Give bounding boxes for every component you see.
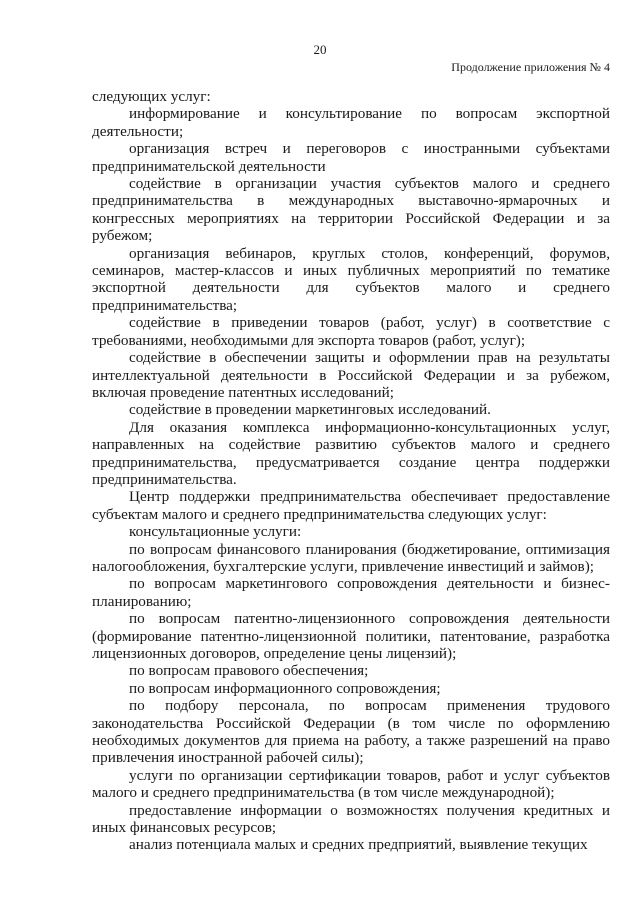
paragraph-7: содействие в обеспечении защиты и оформлении прав на результаты интеллектуальной деятельности в Российской Федерации и за рубежом, включая проведение патентных исследований;	[92, 349, 610, 401]
paragraph-18: услуги по организации сертификации товаров, работ и услуг субъектов малого и среднего предпринимательства (в том числе международной);	[92, 766, 610, 802]
paragraph-13: по вопросам маркетингового сопровождения деятельности и бизнес-планированию;	[92, 575, 610, 610]
appendix-continuation-note: Продолжение приложения № 4	[451, 60, 610, 74]
paragraph-6: содействие в приведении товаров (работ, услуг) в соответствие с требованиями, необходимыми для экспорта товаров (работ, услуг);	[92, 314, 610, 349]
paragraph-10: Центр поддержки предпринимательства обеспечивает предоставление субъектам малого и среднего предпринимательства следующих услуг:	[92, 488, 610, 523]
paragraph-4: содействие в организации участия субъектов малого и среднего предпринимательства в международных выставочно-ярмарочных и конгрессных мероприятиях на территории Российской Федерации и за рубежом;	[92, 175, 610, 245]
paragraph-20: анализ потенциала малых и средних предприятий, выявление текущих	[129, 836, 588, 854]
paragraph-15: по вопросам правового обеспечения;	[129, 662, 369, 680]
paragraph-8: содействие в проведении маркетинговых исследований.	[129, 401, 491, 419]
paragraph-14: по вопросам патентно-лицензионного сопровождения деятельности (формирование патентно-лицензионной политики, патентование, разработка лицензионных договоров, определение цены лицензий);	[92, 610, 610, 662]
paragraph-17: по подбору персонала, по вопросам применения трудового законодательства Российской Федерации (в том числе по оформлению необходимых документов для приема на работу, а также разрешений на право привлечения иностранной рабочей силы);	[92, 697, 610, 767]
paragraph-1: следующих услуг:	[92, 88, 211, 105]
paragraph-3: организация встреч и переговоров с иностранными субъектами предпринимательской деятельности	[92, 140, 610, 175]
paragraph-19: предоставление информации о возможностях получения кредитных и иных финансовых ресурсов;	[92, 801, 610, 837]
paragraph-12: по вопросам финансового планирования (бюджетирование, оптимизация налогообложения, бухгалтерские услуги, привлечение инвестиций и займов);	[92, 540, 610, 575]
paragraph-5: организация вебинаров, круглых столов, конференций, форумов, семинаров, мастер-классов и иных публичных мероприятий по тематике экспортной деятельности для субъектов малого и среднего предпринимательства;	[92, 244, 610, 314]
paragraph-16: по вопросам информационного сопровождения;	[129, 679, 441, 697]
paragraph-9: Для оказания комплекса информационно-консультационных услуг, направленных на содействие развитию субъектов малого и среднего предпринимательства, предусматривается создание центра поддержки предпринимательства.	[92, 418, 610, 488]
paragraph-11: консультационные услуги:	[129, 523, 302, 541]
page-number: 20	[313, 42, 327, 57]
body-text	[92, 88, 610, 854]
paragraph-2: информирование и консультирование по вопросам экспортной деятельности;	[92, 105, 610, 140]
